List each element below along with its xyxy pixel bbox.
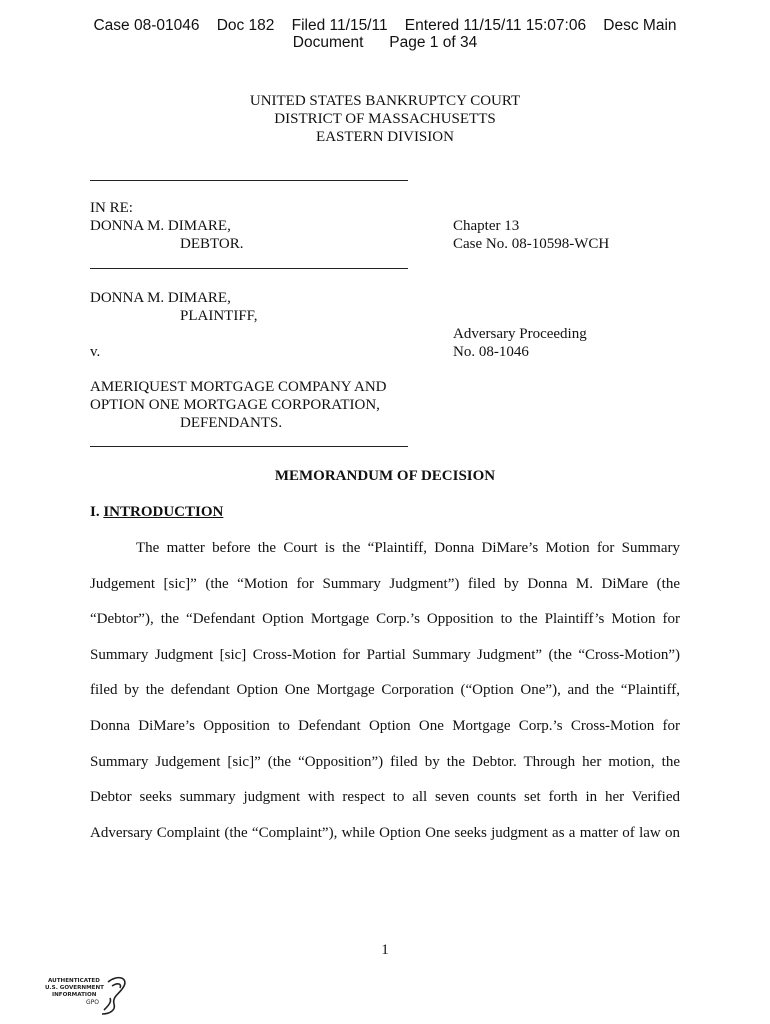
body-line: “Debtor”), the “Defendant Option Mortgage Corp.’s Opposition to the Plaintiff’s Motion for: [90, 611, 680, 628]
in-re-label: IN RE:: [90, 200, 133, 216]
section-number: I.: [90, 504, 104, 520]
plaintiff-role: PLAINTIFF,: [180, 308, 258, 324]
defendants-line2: OPTION ONE MORTGAGE CORPORATION,: [90, 397, 380, 413]
gpo-seal-logo: [42, 972, 132, 1018]
plaintiff-name: DONNA M. DIMARE,: [90, 290, 231, 306]
debtor-role: DEBTOR.: [180, 236, 244, 252]
versus-label: v.: [90, 344, 101, 360]
court-name: UNITED STATES BANKRUPTCY COURT: [249, 93, 521, 109]
gpo-eagle-icon: [42, 972, 132, 1018]
body-line: Judgement [sic]” (the “Motion for Summary Judgment”) filed by Donna M. DiMare (the: [90, 575, 680, 592]
introduction-paragraph: [90, 539, 680, 859]
body-line: Adversary Complaint (the “Complaint”), while Option One seeks judgment as a matter of law on: [90, 824, 680, 841]
body-line: Debtor seeks summary judgment with respect to all seven counts set forth in her Verified: [90, 789, 680, 806]
body-line: The matter before the Court is the “Plaintiff, Donna DiMare’s Motion for Summary: [136, 540, 680, 556]
caption-rule-top: [90, 180, 408, 181]
chapter-label: Chapter 13: [453, 218, 520, 234]
gpo-seal-text: AUTHENTICATED: [48, 978, 100, 984]
caption-rule-middle: [90, 268, 408, 269]
page-number: 1: [381, 942, 389, 958]
gpo-seal-text: U.S. GOVERNMENT: [45, 985, 104, 991]
section-heading: [90, 504, 223, 521]
section-title: INTRODUCTION: [103, 504, 224, 520]
filing-header-line1: Case 08-01046 Doc 182 Filed 11/15/11 Entered 11/15/11 15:07:06 Desc Main: [93, 17, 677, 34]
court-division: EASTERN DIVISION: [316, 129, 454, 145]
defendants-line1: AMERIQUEST MORTGAGE COMPANY AND: [90, 379, 387, 395]
body-line: filed by the defendant Option One Mortgage Corporation (“Option One”), and the “Plaintiff,: [90, 682, 680, 699]
filing-header-line2: Document Page 1 of 34: [292, 34, 478, 51]
body-line: Summary Judgement [sic]” (the “Opposition”) filed by the Debtor. Through her motion, the: [90, 753, 680, 770]
adversary-proceeding-label: Adversary Proceeding: [453, 326, 587, 342]
document-title: MEMORANDUM OF DECISION: [274, 468, 496, 484]
body-line: Donna DiMare’s Opposition to Defendant Option One Mortgage Corp.’s Cross-Motion for: [90, 717, 680, 734]
adversary-proceeding-number: No. 08-1046: [453, 344, 529, 360]
body-line: Summary Judgment [sic] Cross-Motion for Partial Summary Judgment” (the “Cross-Motion”): [90, 646, 680, 663]
case-number: Case No. 08-10598-WCH: [453, 236, 610, 252]
debtor-name: DONNA M. DIMARE,: [90, 218, 231, 234]
gpo-seal-text: INFORMATION: [52, 992, 97, 998]
caption-rule-bottom: [90, 446, 408, 447]
gpo-seal-text: GPO: [86, 999, 99, 1006]
defendants-role: DEFENDANTS.: [180, 415, 283, 431]
court-district: DISTRICT OF MASSACHUSETTS: [274, 111, 496, 127]
